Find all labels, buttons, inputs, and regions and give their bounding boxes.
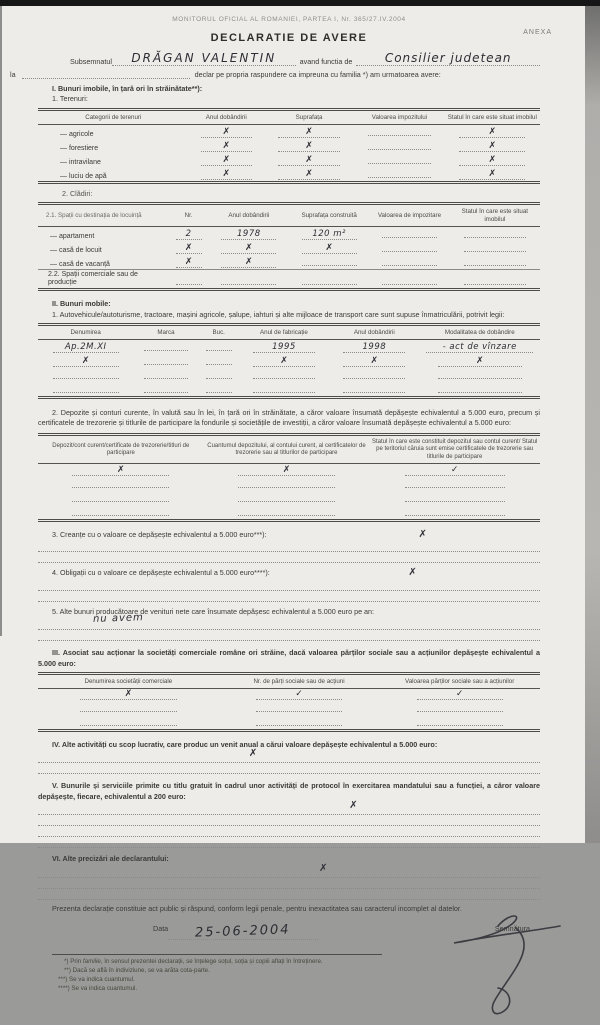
page-title: DECLARATIE DE AVERE — [210, 32, 368, 44]
handwritten-value: 2 — [185, 228, 192, 239]
table-row — [38, 715, 540, 731]
cladiri-col-suprafata: Suprafața construită — [289, 204, 369, 227]
handwritten-mark: ✗ — [488, 154, 497, 165]
table-row — [38, 477, 540, 491]
cladiri-col-nr: Nr. — [169, 204, 209, 227]
handwritten-mark: ✗ — [488, 140, 497, 151]
depozite-table — [38, 433, 540, 522]
dotted-blank — [38, 582, 540, 591]
table-row: — apartament 2 1978 120 m² — [38, 226, 540, 241]
footnote-divider — [52, 954, 382, 955]
dotted-blank — [38, 828, 540, 837]
autovehicule-table — [38, 323, 540, 399]
handwritten-mark: ✗ — [282, 464, 291, 475]
handwritten-mark: ✗ — [222, 126, 231, 137]
handwritten-mark: ✗ — [349, 800, 358, 812]
terenuri-label: 1. Terenuri: — [52, 94, 88, 104]
handwritten-value: 1998 — [362, 341, 387, 352]
handwritten-mark: ✗ — [418, 528, 427, 540]
dotted-blank — [38, 800, 540, 815]
la-dotted-blank — [22, 71, 190, 79]
table-row: — agricole ✗ ✗ ✗ — [38, 124, 540, 139]
handwritten-value: 1978 — [237, 228, 261, 239]
item-4-row — [38, 568, 540, 578]
terenuri-col-categorii: Categorii de terenuri — [38, 109, 189, 124]
declar-text: declar pe propria raspundere ca impreuna cu familia *) am urmatoarea avere: — [194, 70, 441, 79]
handwritten-mark: ✗ — [305, 140, 313, 151]
dotted-blank — [38, 632, 540, 641]
table-row — [38, 505, 540, 521]
terenuri-col-anul: Anul dobândirii — [189, 109, 264, 124]
intro-line-2 — [10, 70, 540, 79]
declarant-name-handwritten: DRĂGAN VALENTIN — [112, 51, 296, 66]
handwritten-mark: ✗ — [184, 256, 193, 267]
section-2-p1: 1. Autovehicule/autoturisme, tractoare, mașini agricole, șalupe, iahturi și alte mijloace de transport care sunt supuse înmatriculării, potrivit legii: — [52, 309, 505, 319]
auto-col-fabricatie: Anul de fabricație — [239, 325, 329, 340]
footnote-2: **) Dacă se află în indiviziune, se va arăta cota-parte. — [64, 966, 210, 974]
terenuri-table — [38, 108, 540, 184]
dotted-blank — [38, 880, 540, 889]
functia-handwritten: Consilier judetean — [356, 51, 540, 66]
masthead: MONITORUL OFICIAL AL ROMANIEI, PARTEA I, Nr. 365/27.IV.2004 — [172, 16, 406, 23]
terenuri-col-statul: Statul în care este situat imobilul — [445, 109, 540, 124]
table-row — [38, 339, 540, 354]
closing-statement: Prezenta declarație constituie act public și răspund, conform legii penale, pentru inexactitatea sau caracterul incomplet al datelor. — [52, 903, 462, 913]
item-3-row — [38, 530, 540, 540]
data-label: Data — [153, 923, 169, 933]
date-signature-row — [38, 924, 540, 940]
signature-scrawl — [440, 910, 570, 1025]
cladiri-col-spatii: 2.1. Spații cu destinația de locuință — [38, 204, 169, 227]
handwritten-mark: ✗ — [305, 154, 313, 165]
table-row: — casă de locuit ✗ ✗ ✗ — [38, 241, 540, 255]
cladiri-label: 2. Clădiri: — [62, 188, 93, 198]
handwritten-mark: ✗ — [248, 748, 258, 760]
dotted-blank — [38, 839, 540, 848]
handwritten-mark: ✗ — [222, 154, 231, 165]
auto-col-denumirea: Denumirea — [38, 325, 133, 340]
handwritten-value: 120 m² — [312, 228, 346, 239]
section-5-heading: V. Bunurile și serviciile primite cu titlu gratuit în cadrul unor activități de protocol în exercitarea mandatului sau a funcției, a căror valoare depășește, fiecare, echivalentul a 200 euro: — [38, 781, 540, 801]
dotted-blank — [38, 554, 540, 563]
asociat-table — [38, 672, 540, 732]
table-row: — luciu de apă ✗ ✗ ✗ — [38, 167, 540, 183]
dotted-blank — [38, 748, 540, 763]
annex-label: ANEXA — [523, 29, 552, 36]
section-2-p2: 2. Depozite și conturi curente, în valută sau în lei, în țară ori în străinătate, a căror valoare însumată depășește echivalentul a 5.000 euro, precum și certificatele de trezorerie și titlurile de participare la fondurile și societățile de investiții, a căror valoare însumată depășește echivalentul a 5.000 euro: — [38, 407, 540, 428]
depozite-col-1: Depozit/cont curent/certificate de trezorerie/titluri de participare — [38, 434, 204, 464]
section-3-heading: III. Asociat sau acționar la societăți comerciale române ori străine, dacă valoarea părților sociale sau a acțiunilor depășește echivalentul a 5.000 euro: — [38, 648, 540, 668]
table-row — [38, 688, 540, 701]
handwritten-mark: ✗ — [475, 355, 484, 366]
intro-line-1 — [38, 51, 540, 66]
handwritten-mark: ✗ — [280, 355, 288, 366]
handwritten-mark: ✗ — [319, 862, 328, 874]
item-4-text: 4. Obligații cu o valoare ce depășește echivalentul a 5.000 euro****): — [52, 568, 270, 578]
asociat-col-2: Nr. de părți sociale sau de acțiuni — [219, 674, 380, 689]
handwritten-mark: ✗ — [81, 355, 90, 366]
handwritten-mark: ✓ — [295, 688, 303, 699]
asociat-col-1: Denumirea societății comerciale — [38, 674, 219, 689]
dotted-blank — [38, 862, 540, 878]
item-5-text: 5. Alte bunuri producătoare de venituri nete care însumate depășesc echivalentul a 5.000 euro pe an: — [52, 606, 375, 616]
section-1-heading: I. Bunuri imobile, în țară ori în străinătate**): — [52, 84, 203, 93]
semnatura-label: Semnătura — [494, 923, 530, 933]
handwritten-mark: ✗ — [245, 242, 253, 253]
footnote-3: ***) Se va indica cuantumul. — [58, 975, 135, 983]
section-6-heading: VI. Alte precizări ale declarantului: — [52, 854, 169, 864]
handwritten-mark: ✓ — [450, 464, 459, 475]
item-3-text: 3. Creanțe cu o valoare ce depășește echivalentul a 5.000 euro***): — [52, 529, 267, 539]
auto-col-marca: Marca — [133, 325, 198, 340]
dotted-blank — [38, 817, 540, 826]
handwritten-mark: ✗ — [124, 688, 133, 699]
handwritten-value: - act de vînzare — [442, 341, 517, 352]
cladiri-col-valoarea: Valoarea de impozitare — [369, 204, 449, 227]
footnote-4: ****) Se va indica cuantumul. — [58, 984, 138, 992]
footnote-1: *) Prin familie, în sensul prezentei declarații, se înțelege soțul, soția și copiii aflați în întreținere. — [64, 957, 323, 965]
table-row: — forestiere ✗ ✗ ✗ — [38, 139, 540, 153]
depozite-col-3: Statul în care este constituit depozitul sau contul curent/ Statul pe teritoriul căruia sunt emise certificatele de trezorerie sau titlurile de participare — [369, 434, 540, 464]
subsemnatul-label: Subsemnatul — [70, 57, 112, 66]
handwritten-mark: ✗ — [305, 126, 313, 137]
handwritten-value: 1995 — [272, 341, 296, 352]
handwritten-mark: ✗ — [370, 355, 379, 366]
cladiri-col-anul: Anul dobândirii — [209, 204, 289, 227]
section-2-heading: II. Bunuri mobile: — [52, 299, 111, 309]
asociat-col-3: Valoarea părților sociale sau a acțiunilor — [379, 674, 540, 689]
handwritten-nu-avem: nu avem — [93, 612, 145, 626]
depozite-col-2: Cuantumul depozitului, al contului curent, al certificatelor de trezorerie sau al titlurilor de participare — [204, 434, 370, 464]
table-row — [38, 491, 540, 505]
auto-col-buc: Buc. — [199, 325, 239, 340]
cladiri-col-statul: Statul în care este situat imobilul — [450, 204, 540, 227]
dotted-blank — [38, 765, 540, 774]
auto-col-modalitatea: Modalitatea de dobândire — [420, 325, 541, 340]
handwritten-mark: ✗ — [184, 242, 193, 253]
handwritten-mark: ✗ — [222, 168, 231, 179]
handwritten-mark: ✗ — [488, 126, 497, 137]
table-row: 2.2. Spații comerciale sau de producție — [38, 269, 540, 290]
table-row — [38, 382, 540, 398]
section-4-heading: IV. Alte activități cu scop lucrativ, care produc un venit anual a cărui valoare depășește echivalentul a 5.000 euro: — [52, 739, 438, 749]
terenuri-col-suprafata: Suprafața — [264, 109, 354, 124]
terenuri-col-valoarea: Valoarea impozitului — [354, 109, 444, 124]
table-row — [38, 701, 540, 715]
handwritten-mark: ✓ — [455, 688, 464, 699]
handwritten-mark: ✗ — [488, 168, 497, 179]
table-row: — casă de vacanță ✗ ✗ — [38, 255, 540, 270]
table-row: — intravilane ✗ ✗ ✗ — [38, 153, 540, 167]
dotted-blank — [38, 593, 540, 602]
dotted-blank — [38, 543, 540, 552]
handwritten-mark: ✗ — [325, 242, 333, 253]
table-row — [38, 368, 540, 382]
dotted-blank — [38, 612, 540, 630]
handwritten-mark: ✗ — [305, 168, 313, 179]
dotted-blank — [38, 891, 540, 900]
handwritten-mark: ✗ — [408, 567, 417, 579]
date-handwritten: 25-06-2004 — [168, 924, 318, 940]
handwritten-mark: ✗ — [117, 464, 125, 475]
handwritten-mark: ✗ — [245, 256, 253, 267]
table-row — [38, 354, 540, 368]
table-row — [38, 464, 540, 477]
cladiri-table — [38, 202, 540, 291]
handwritten-value: Ap.2M.XI — [64, 341, 107, 352]
auto-col-dobandirii: Anul dobândirii — [329, 325, 419, 340]
handwritten-mark: ✗ — [222, 140, 231, 151]
la-label: la — [10, 70, 16, 79]
functia-label: avand functia de — [299, 57, 353, 66]
